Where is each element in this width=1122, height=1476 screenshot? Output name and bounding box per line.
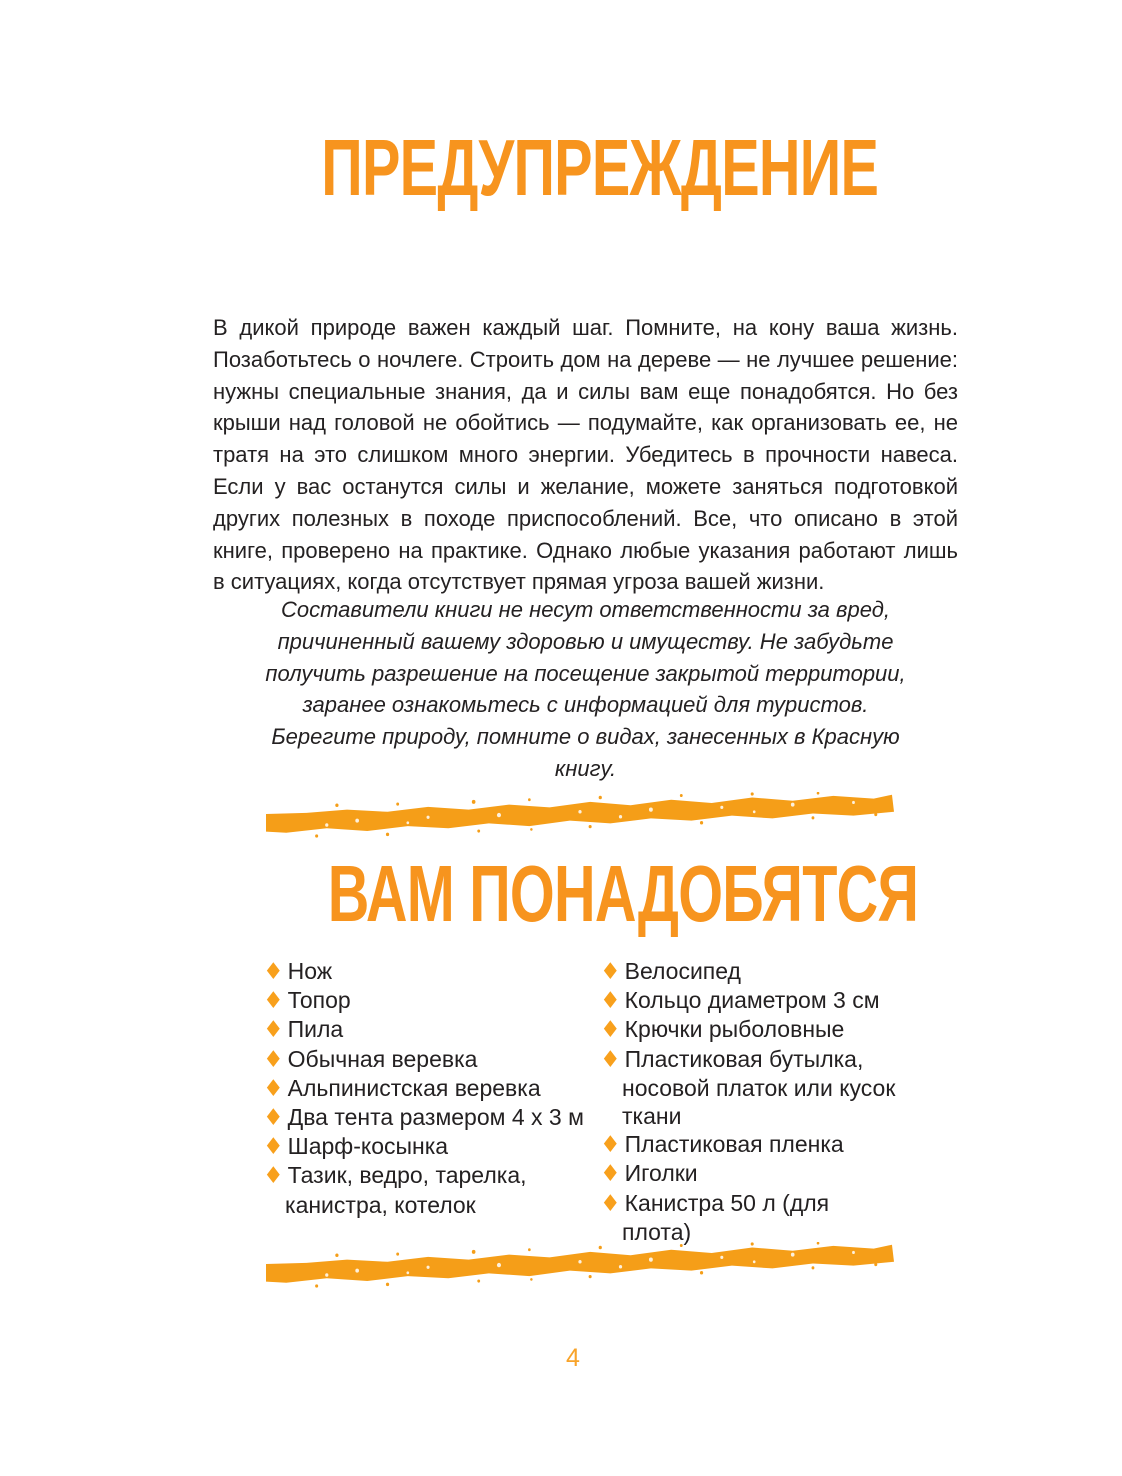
diamond-bullet-icon: ♦	[263, 1046, 284, 1073]
diamond-bullet-icon: ♦	[263, 959, 284, 985]
list-item-label: Топор	[287, 987, 351, 1014]
list-item-label: Альпинистская веревка	[287, 1074, 541, 1101]
brush-stroke-divider-top	[266, 792, 894, 847]
list-item	[263, 957, 600, 986]
diamond-bullet-icon: ♦	[263, 1105, 284, 1132]
list-item-label: Тазик, ведро, тарелка, канистра, котелок	[285, 1162, 527, 1218]
list-item-label: Нож	[287, 958, 333, 984]
diamond-bullet-icon: ♦	[263, 1075, 284, 1102]
list-item-label: Обычная веревка	[287, 1045, 478, 1072]
diamond-bullet-icon: ♦	[600, 1132, 621, 1159]
list-item	[263, 986, 600, 1015]
list-item-label: Канистра 50 л (для плота)	[622, 1189, 830, 1245]
diamond-bullet-icon: ♦	[600, 1017, 621, 1044]
warning-title-row	[213, 123, 958, 212]
list-item	[600, 1130, 900, 1159]
section-title: ВАМ ПОНАДОБЯТСЯ	[327, 849, 919, 938]
list-item	[600, 1159, 900, 1188]
diamond-bullet-icon: ♦	[600, 988, 621, 1015]
list-item	[263, 1074, 600, 1103]
warning-body-paragraph: В дикой природе важен каждый шаг. Помните, на кону ваша жизнь. Позаботьтесь о ночлеге. Строить дом на дереве — не лучшее решение: нужны специальные знания, да и силы вам еще понадобятся. Но без крыши над головой не обойтись — подумайте, как организовать ее, не тратя на это слишком много энергии. Убедитесь в прочности навеса. Если у вас останутся силы и желание, можете заняться подготовкой других полезных в походе приспособлений. Все, что описано в этой книге, проверено на практике. Однако любые указания работают лишь в ситуациях, когда отсутствует прямая угроза вашей жизни.	[213, 315, 958, 595]
diamond-bullet-icon: ♦	[600, 1161, 621, 1188]
diamond-bullet-icon: ♦	[263, 1017, 284, 1044]
needs-list	[263, 957, 943, 1246]
list-item	[263, 1103, 600, 1132]
list-item-label: Пластиковая бутылка, носовой платок или кусок ткани	[622, 1045, 896, 1130]
diamond-bullet-icon: ♦	[600, 959, 621, 985]
list-item	[600, 1045, 900, 1131]
needs-title-row	[213, 849, 958, 938]
list-item	[600, 957, 900, 986]
list-item	[263, 1045, 600, 1074]
disclaimer-paragraph: Составители книги не несут ответственности за вред, причиненный вашему здоровью и имуществу. Не забудьте получить разрешение на посещение закрытой территории, заранее ознакомьтесь с информацией для туристов. Берегите природу, помните о видах, занесенных в Красную книгу.	[265, 597, 906, 781]
list-item	[263, 1161, 600, 1218]
list-item-label: Пластиковая пленка	[624, 1131, 844, 1158]
diamond-bullet-icon: ♦	[600, 1046, 621, 1073]
list-item	[600, 1189, 900, 1246]
diamond-bullet-icon: ♦	[263, 1163, 284, 1190]
list-item-label: Пила	[287, 1016, 344, 1043]
diamond-bullet-icon: ♦	[263, 988, 284, 1015]
list-item-label: Два тента размером 4 х 3 м	[287, 1104, 584, 1131]
disclaimer-row	[213, 594, 958, 785]
list-item	[263, 1132, 600, 1161]
diamond-bullet-icon: ♦	[263, 1134, 284, 1161]
diamond-bullet-icon: ♦	[600, 1190, 621, 1217]
needs-list-column-left	[263, 957, 600, 1246]
list-item-label: Кольцо диаметром 3 см	[624, 987, 880, 1014]
list-item-label: Крючки рыболовные	[624, 1016, 845, 1043]
brush-stroke-divider-bottom	[266, 1242, 894, 1297]
list-item	[263, 1015, 600, 1044]
needs-list-column-right	[600, 957, 900, 1246]
list-item	[600, 986, 900, 1015]
list-item	[600, 1015, 900, 1044]
list-item-label: Шарф-косынка	[287, 1133, 449, 1160]
list-item-label: Велосипед	[624, 958, 741, 984]
list-item-label: Иголки	[624, 1160, 698, 1187]
page-title: ПРЕДУПРЕЖДЕНИЕ	[321, 123, 879, 212]
page-number: 4	[566, 1344, 580, 1372]
